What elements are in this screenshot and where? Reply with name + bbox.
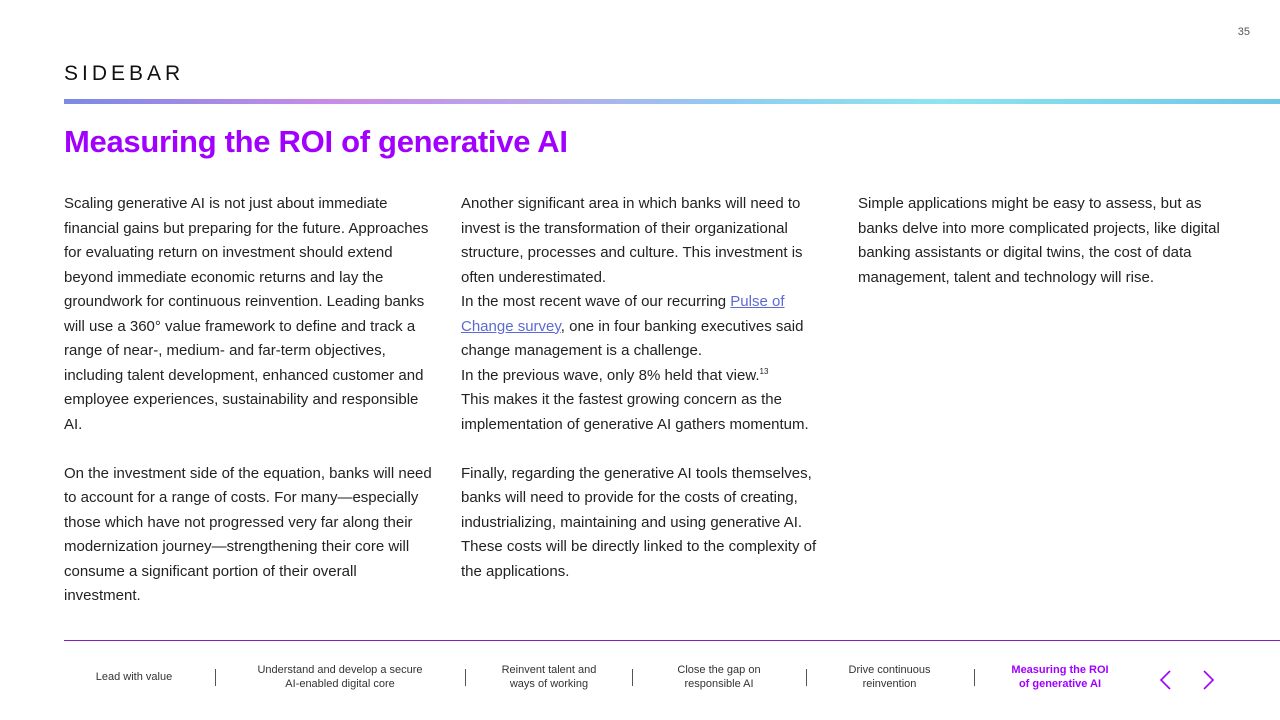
paragraph-text: In the previous wave, only 8% held that view. (461, 366, 760, 384)
paragraph-text: , one in four banking executives said change management is a challenge. (461, 317, 804, 359)
nav-item-digital-core[interactable]: Understand and develop a secure AI-enabled digital core (257, 664, 423, 690)
text-column-1 (64, 192, 432, 609)
paragraph: On the investment side of the equation, banks will need to account for a range of costs. For many—especially those which have not progressed very far along their modernization journey—strengthening their core will consume a significant portion of their overall investment. (64, 464, 432, 604)
nav-item-continuous-reinvention[interactable]: Drive continuous reinvention (848, 664, 931, 690)
gradient-divider (64, 99, 1280, 104)
chevron-left-icon[interactable] (1155, 668, 1179, 692)
nav-separator (806, 669, 807, 686)
page-title: Measuring the ROI of generative AI (64, 124, 568, 159)
nav-separator (465, 669, 466, 686)
paragraph: Simple applications might be easy to assess, but as banks delve into more complicated projects, like digital banking assistants or digital twins, the cost of data management, talent and technology will rise. (858, 195, 1220, 286)
paragraph (461, 364, 821, 389)
nav-separator (974, 669, 975, 686)
paragraph: Finally, regarding the generative AI tools themselves, banks will need to provide for the costs of creating, industrializing, maintaining and using generative AI. These costs will be directly linked to the complexity of the applications. (461, 464, 817, 580)
page-number: 35 (1237, 26, 1250, 38)
paragraph: This makes it the fastest growing concern as the implementation of generative AI gathers momentum. (461, 391, 809, 433)
paragraph: Another significant area in which banks will need to invest is the transformation of their organizational structure, processes and culture. This investment is often underestimated. (461, 195, 803, 286)
footer-divider (64, 640, 1280, 641)
nav-separator (215, 669, 216, 686)
paragraph-text: In the most recent wave of our recurring (461, 293, 731, 310)
nav-item-lead-with-value[interactable]: Lead with value (95, 671, 173, 683)
nav-item-reinvent-talent[interactable]: Reinvent talent and ways of working (501, 664, 597, 690)
footnote-reference[interactable]: 13 (759, 366, 769, 376)
nav-separator (632, 669, 633, 686)
paragraph: Scaling generative AI is not just about immediate financial gains but preparing for the future. Approaches for evaluating return on investment should extend beyond immediate economic returns and lay the groundwork for continuous reinvention. Leading banks will use a 360° value framework to define and track a range of near-, medium- and far-term objectives, including talent development, enhanced customer and employee experiences, sustainability and responsible AI. (64, 195, 429, 433)
paragraph-with-link (461, 290, 821, 364)
pulse-of-change-survey-link[interactable]: Pulse of Change survey (461, 293, 785, 335)
chevron-right-icon[interactable] (1195, 668, 1219, 692)
nav-item-responsible-ai[interactable]: Close the gap on responsible AI (677, 664, 761, 690)
section-label: SIDEBAR (64, 62, 185, 85)
footer-navigation (64, 652, 1164, 702)
nav-item-measuring-roi[interactable]: Measuring the ROI of generative AI (1011, 664, 1109, 690)
text-column-3 (858, 192, 1226, 290)
text-column-2 (461, 192, 821, 584)
